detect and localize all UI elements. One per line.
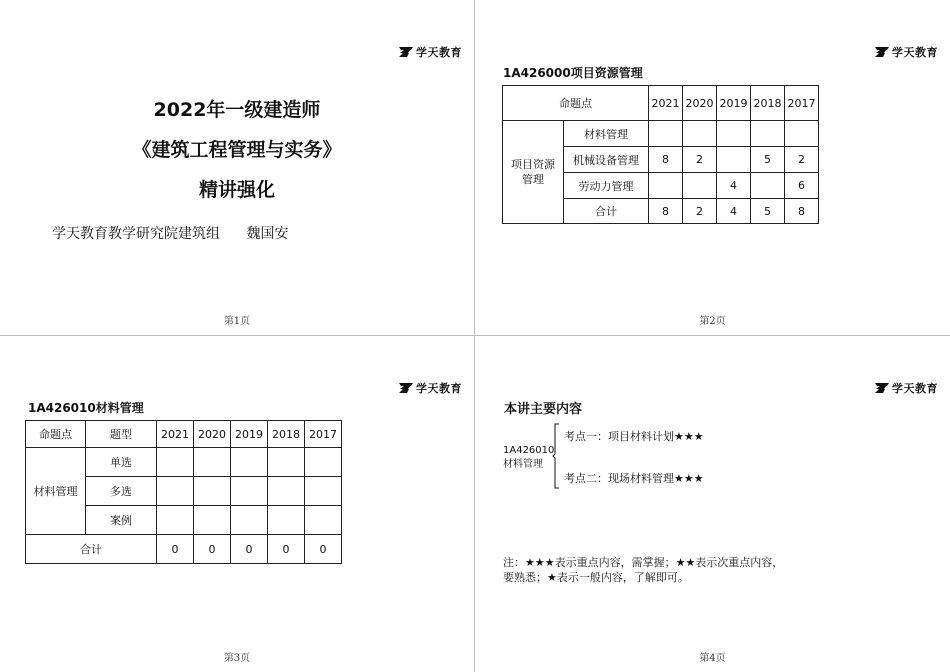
table-cell: [157, 448, 194, 477]
table-header-cell: 2018: [751, 86, 785, 121]
table-cell: [194, 477, 231, 506]
row-label: 合计: [564, 199, 649, 224]
table-cell: [268, 448, 305, 477]
table-cell: 4: [717, 173, 751, 199]
table-cell: 8: [785, 199, 819, 224]
table-cell: 0: [305, 535, 342, 564]
row-label: 材料管理: [564, 121, 649, 147]
table-header-cell: 2021: [157, 421, 194, 448]
table-cell: [194, 448, 231, 477]
table-cell: 8: [649, 199, 683, 224]
table-cell: [717, 147, 751, 173]
table-cell: [683, 173, 717, 199]
table-cell: 0: [157, 535, 194, 564]
table-header-cell: 题型: [86, 421, 157, 448]
slide-1: [0, 0, 475, 336]
brand-logo: [399, 44, 462, 60]
table-header-row: [26, 421, 342, 448]
table-header-cell: 2021: [649, 86, 683, 121]
topic-code-number: 1A426010: [503, 445, 555, 456]
brand-name: 学天教育: [416, 382, 462, 395]
table-row: [503, 121, 819, 147]
table-cell: [305, 477, 342, 506]
table-header-cell: 命题点: [26, 421, 86, 448]
brand-logo-icon: [875, 383, 889, 393]
group-label: 项目资源管理: [511, 158, 555, 186]
resource-table: [502, 85, 819, 224]
table-cell: 2: [683, 199, 717, 224]
row-label: 多选: [86, 477, 157, 506]
brand-logo-icon: [875, 47, 889, 57]
table-cell: [231, 506, 268, 535]
table-cell: [231, 448, 268, 477]
brand-logo: [399, 380, 462, 396]
row-label: 劳动力管理: [564, 173, 649, 199]
brand-name: 学天教育: [892, 46, 938, 59]
table-cell: [231, 477, 268, 506]
brand-logo: [875, 44, 938, 60]
key-point-2: 考点二：现场材料管理★★★: [564, 472, 704, 485]
table-header-cell: 2017: [785, 86, 819, 121]
brand-logo: [875, 380, 938, 396]
table-cell: 6: [785, 173, 819, 199]
table-cell: [649, 173, 683, 199]
row-label: 机械设备管理: [564, 147, 649, 173]
title-line-3: 精讲强化: [198, 179, 275, 201]
author-name: 魏国安: [246, 226, 289, 242]
topic-code: [503, 444, 554, 472]
table-cell: [305, 506, 342, 535]
table-cell: [268, 477, 305, 506]
table-cell: 8: [649, 147, 683, 173]
table-cell: [268, 506, 305, 535]
total-label: 合计: [26, 535, 157, 564]
table-header-row: [503, 86, 819, 121]
legend-note: [503, 555, 823, 585]
slide-4: [475, 336, 950, 672]
table-cell: [785, 121, 819, 147]
group-label-cell: [503, 121, 564, 224]
table-header-cell: 2020: [683, 86, 717, 121]
table-header-cell: 命题点: [503, 86, 649, 121]
table-header-cell: 2017: [305, 421, 342, 448]
title-line-1: 2022年一级建造师: [153, 99, 321, 121]
author-org: 学天教育教学研究院建筑组: [52, 226, 220, 242]
slide-3: [0, 336, 475, 672]
brand-name: 学天教育: [416, 46, 462, 59]
brace-icon: [552, 423, 560, 489]
page-number: 第1页: [223, 316, 251, 327]
topic-code-name: 材料管理: [503, 459, 543, 470]
table-cell: [649, 121, 683, 147]
table-cell: [751, 121, 785, 147]
table-header-cell: 2019: [717, 86, 751, 121]
group-label: 材料管理: [26, 448, 86, 535]
table-header-cell: 2018: [268, 421, 305, 448]
table-cell: [194, 506, 231, 535]
section-heading: 1A426010材料管理: [28, 401, 144, 415]
page-number: 第2页: [699, 316, 726, 327]
brand-logo-icon: [399, 47, 413, 57]
table-cell: [157, 477, 194, 506]
table-header-cell: 2019: [231, 421, 268, 448]
section-heading: 本讲主要内容: [504, 402, 583, 417]
table-cell: 2: [785, 147, 819, 173]
brand-logo-icon: [399, 383, 413, 393]
legend-note-line-2: 要熟悉；★表示一般内容，了解即可。: [503, 571, 689, 584]
section-heading: 1A426000项目资源管理: [503, 66, 643, 80]
row-label: 单选: [86, 448, 157, 477]
table-cell: 5: [751, 147, 785, 173]
slide-2: [475, 0, 950, 336]
table-cell: [157, 506, 194, 535]
table-cell: 4: [717, 199, 751, 224]
row-label: 案例: [86, 506, 157, 535]
table-cell: 0: [268, 535, 305, 564]
key-point-1: 考点一：项目材料计划★★★: [564, 430, 704, 443]
table-cell: [305, 448, 342, 477]
material-table: [25, 420, 342, 564]
table-cell: [683, 121, 717, 147]
table-cell: 5: [751, 199, 785, 224]
legend-note-line-1: 注：★★★表示重点内容，需掌握；★★表示次重点内容，: [503, 556, 784, 569]
table-cell: [717, 121, 751, 147]
brand-name: 学天教育: [892, 382, 938, 395]
table-header-cell: 2020: [194, 421, 231, 448]
page-number: 第4页: [699, 653, 726, 664]
table-cell: 0: [231, 535, 268, 564]
table-cell: 2: [683, 147, 717, 173]
title-line-2: 《建筑工程管理与实务》: [132, 139, 342, 161]
page-number: 第3页: [223, 653, 251, 664]
table-cell: [751, 173, 785, 199]
table-cell: 0: [194, 535, 231, 564]
author-line: [52, 223, 288, 243]
table-total-row: [26, 535, 342, 564]
table-row: [26, 448, 342, 477]
